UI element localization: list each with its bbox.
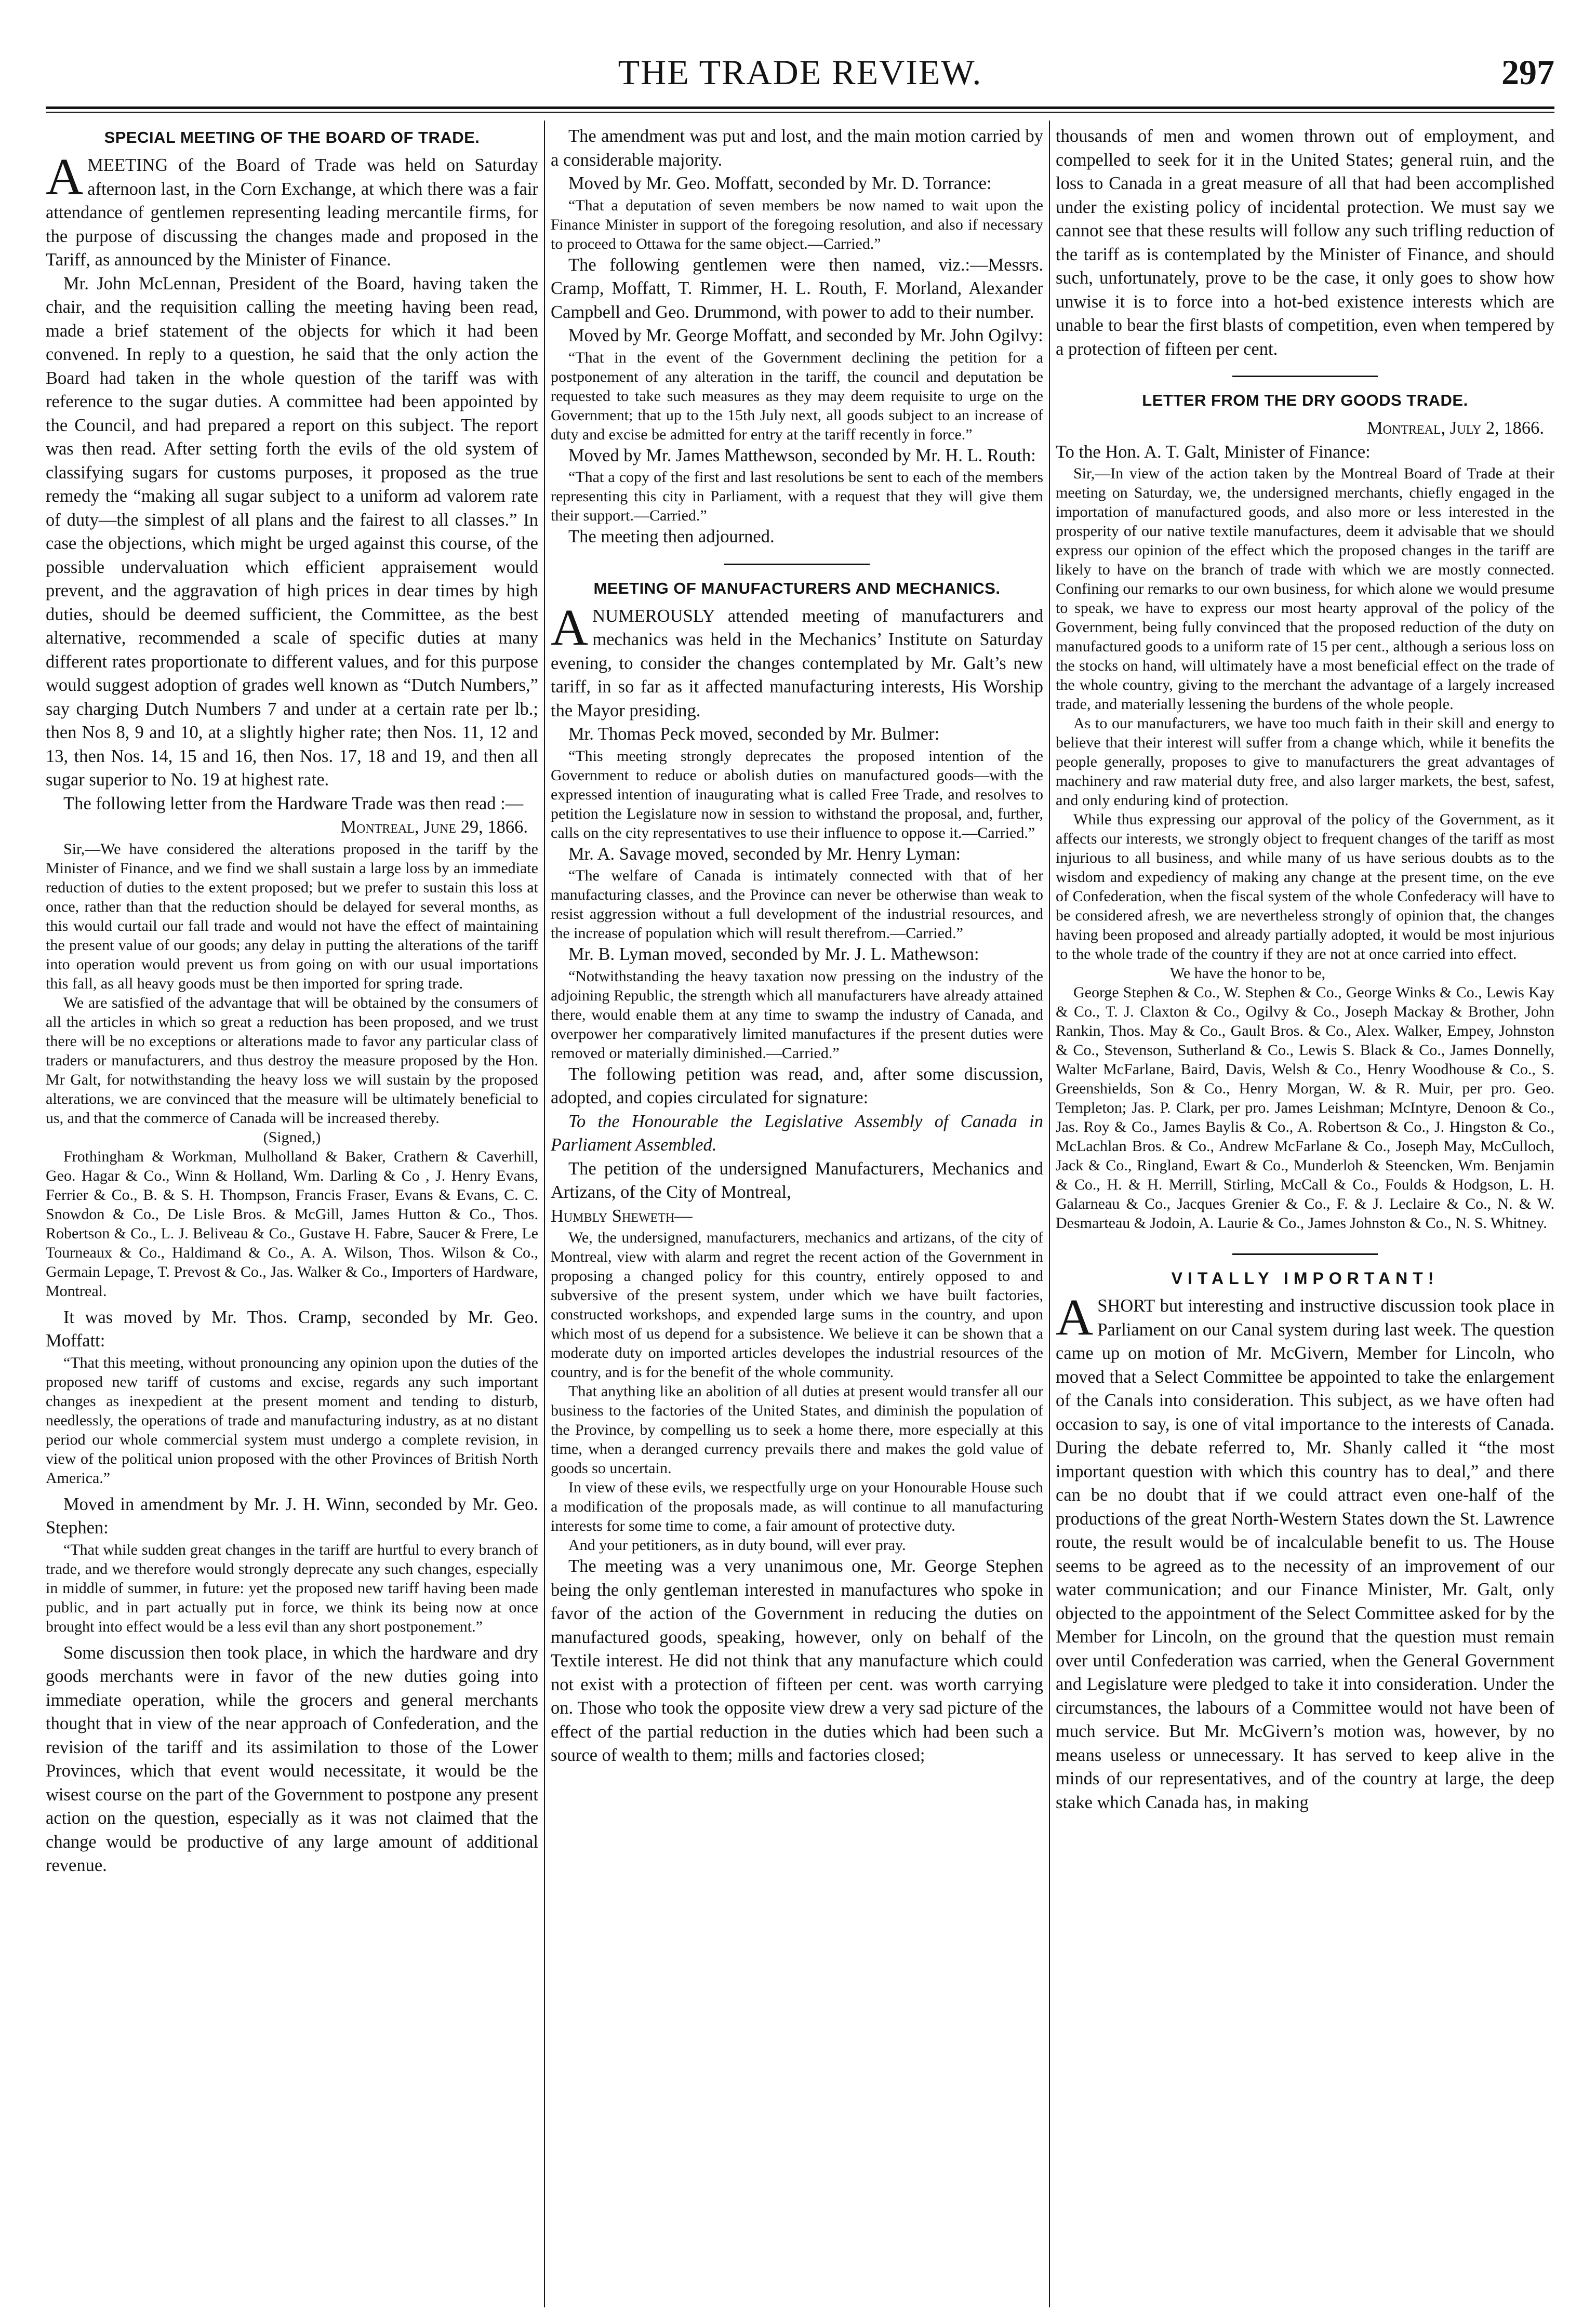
petition-paragraph: We, the undersigned, manufacturers, mechanics and artizans, of the city of Montreal, view with alarm and regret the recent action of the Government in proposing a changed policy for this country, entirely opposed to and subversive of the present system, under which we have built factories, constructed workshops, and expended large sums in the country, and upon which most of us depend for a subsistence. We believe it can be shown that a moderate duty on imported articles developes the industrial resources of the country, and is for the benefit of the whole community. — [551, 1229, 1043, 1381]
petition-paragraph: And your petitioners, as in duty bound, will ever pray. — [568, 1537, 906, 1554]
signed-label: (Signed,) — [263, 1128, 321, 1146]
article-paragraph: The petition of the undersigned Manufacturers, Mechanics and Artizans, of the City of Montreal, — [551, 1158, 1043, 1202]
article-paragraph: The following petition was read, and, after some discussion, adopted, and copies circulated for signature: — [551, 1064, 1043, 1107]
article-paragraph: The meeting was a very unanimous one, Mr. George Stephen being the only gentleman interested in manufactures who spoke in favor of the action of the Government in reducing the duties on manufactured goods, speaking, however, only on behalf of the Textile interest. He did not think that any manufacture which could not exist with a protection of fifteen per cent. was worth carrying on. Those who took the opposite view drew a very sad picture of the effect of the partial reduction in the duties which had been such a source of wealth to them; mills and factories closed; — [551, 1556, 1043, 1765]
column-divider — [1049, 121, 1050, 2307]
signatories-list: Frothingham & Workman, Mulholland & Baker, Crathern & Caverhill, Geo. Hagar & Co., Winn & Holland, Wm. Darling & Co , J. Henry Evans, Ferrier & Co., B. & S. H. Thompson, Francis Fraser, Evans & Evans, C. C. Snowdon & Co., De Lisle Bros. & McGill, James Hutton & Co., Thos. Robertson & Co., L. J. Beliveau & Co., Gustave H. Fabre, Saucer & Frere, Le Tourneaux & Co., Haldimand & Co., A. A. Wilson, Thos. Wilson & Co., Germain Lepage, T. Prevost & Co., Jas. Walker & Co., Importers of Hardware, Montreal. — [46, 1147, 538, 1300]
article-paragraph: The meeting then adjourned. — [568, 527, 775, 546]
letter-paragraph: While thus expressing our approval of the policy of the Government, as it affects our interests, we strongly object to frequent changes of the tariff as most injurious to all business, and while many of us have serious doubts as to the wisdom and expediency of making any change at the present time, on the eve of Confederation, when the fiscal system of the whole Confederacy will have to be considered afresh, we are nevertheless strongly of opinion that, the changes having been proposed and already partially adopted, it would be most injurious to the whole trade of the country if they are not at once carried into effect. — [1056, 811, 1554, 963]
letter-paragraph: We are satisfied of the advantage that will be obtained by the consumers of all the articles in which so great a reduction has been proposed, and we trust there will be no exceptions or alterations made to favor any particular class of traders or manufacturers, and thus destroy the measure proposed by the Hon. Mr Galt, for notwithstanding the heavy loss we will sustain by the proposed alterations, we are convinced that the measure will be ultimately beneficial to us, and that the commerce of Canada will be increased thereby. — [46, 994, 538, 1127]
article-paragraph: Moved in amendment by Mr. J. H. Winn, seconded by Mr. Geo. Stephen: — [46, 1494, 538, 1538]
article-paragraph: Mr. Thomas Peck moved, seconded by Mr. Bulmer: — [568, 724, 940, 744]
article-paragraph: Mr. A. Savage moved, seconded by Mr. Henry Lyman: — [568, 844, 961, 864]
page-number: 297 — [1501, 52, 1554, 92]
resolution-quote: “That a deputation of seven members be now named to wait upon the Finance Minister in support of the foregoing resolution, and also if necessary to proceed to Ottawa for the same object.—Carried.” — [551, 196, 1043, 252]
dateline: Montreal, July 2, 1866. — [1366, 418, 1544, 438]
article-heading-manufacturers: MEETING OF MANUFACTURERS AND MECHANICS. — [593, 579, 1001, 597]
article-paragraph: Moved by Mr. James Matthewson, seconded by Mr. H. L. Routh: — [568, 445, 1036, 465]
article-paragraph: It was moved by Mr. Thos. Cramp, seconded by Mr. Geo. Moffatt: — [46, 1307, 538, 1351]
resolution-quote: “This meeting strongly deprecates the proposed intention of the Government to reduce or abolish duties on manufactured goods—with the expressed intention of inaugurating what is called Free Trade, and resolves to petition the Legislature now in session to withstand the proposal, and, further, calls on the city representatives to use their influence to oppose it.—Carried.” — [551, 747, 1043, 842]
column-2 — [551, 125, 1043, 2306]
petition-address: To the Honourable the Legislative Assembly of Canada in Parliament Assembled. — [551, 1111, 1043, 1155]
drop-cap: A — [551, 598, 589, 656]
letter-closing: We have the honor to be, — [1170, 965, 1326, 982]
article-paragraph: Mr. B. Lyman moved, seconded by Mr. J. L. Mathewson: — [568, 944, 979, 964]
letter-paragraph: Sir,—We have considered the alterations proposed in the tariff by the Minister of Finance, and we find we shall sustain a large loss by an immediate reduction of duties to the extent proposed; but we prefer to sustain this loss at once, rather than that the reduction should be delayed for several months, as this would curtail our fall trade and would not have the effect of maintaining the present value of our goods; any delay in putting the alterations of the tariff into operation would prevent us from going on with our usual importations this fall, as all heavy goods must be then imported for spring trade. — [46, 840, 538, 992]
article-heading-dry-goods: LETTER FROM THE DRY GOODS TRADE. — [1142, 391, 1468, 409]
resolution-quote: “That this meeting, without pronouncing any opinion upon the duties of the proposed new tariff of customs and excise, regards any such important changes as inexpedient at the present moment and tending to disturb, needlessly, the operations of trade and manufacturing industry, as at no distant period our whole commercial system must undergo a complete revision, in view of the political union proposed with the other Provinces of British North America.” — [46, 1354, 538, 1487]
article-paragraph: The amendment was put and lost, and the main motion carried by a considerable majority. — [551, 126, 1043, 170]
resolution-quote: “That while sudden great changes in the tariff are hurtful to every branch of trade, and we therefore would strongly deprecate any such changes, especially in middle of summer, in future: yet the proposed new tariff having been made public, and in part actually put in force, we think its being now at once brought into effect would be a less evil than any short postponement.” — [46, 1541, 538, 1635]
header-rule — [46, 106, 1554, 109]
article-paragraph: ANUMEROUSLY attended meeting of manufacturers and mechanics was held in the Mechanics’ Institute on Saturday evening, to consider the changes contemplated by Mr. Galt’s new tariff, in so far as it affected manufacturing interests, His Worship the Mayor presiding. — [551, 598, 1043, 720]
letter-addressee: To the Hon. A. T. Galt, Minister of Finance: — [1056, 442, 1371, 462]
petition-paragraph: That anything like an abolition of all duties at present would transfer all our business to the factories of the United States, and diminish the population of the Province, by compelling us to seek a home there, more especially at this time, when a deranged currency prevails there and makes the gold value of goods so uncertain. — [551, 1383, 1043, 1477]
header-rule-thin — [46, 112, 1554, 113]
article-heading-board-of-trade: SPECIAL MEETING OF THE BOARD OF TRADE. — [104, 128, 480, 146]
column-1 — [46, 125, 538, 2306]
resolution-quote: “The welfare of Canada is intimately connected with that of her manufacturing classes, and the Province can never be otherwise than weak to resist aggression without a full development of the industrial resources, and the increase of population which will result therefrom.—Carried.” — [551, 867, 1043, 942]
drop-cap: A — [46, 148, 84, 205]
letter-paragraph: As to our manufacturers, we have too much faith in their skill and energy to believe that their interest will suffer from a change which, while it benefits the people generally, proposes to give to manufacturers the great advantages of machinery and raw material duty free, and also larger markets, the best, safest, and only enduring kind of protection. — [1056, 715, 1554, 809]
column-3 — [1056, 125, 1554, 2306]
article-paragraph: AMEETING of the Board of Trade was held on Saturday afternoon last, in the Corn Exchange, at which there was a fair attendance of gentlemen representing leading mercantile firms, for the purpose of discussing the changes made and proposed in the Tariff, as announced by the Minister of Finance. — [46, 148, 538, 270]
signatories-list: George Stephen & Co., W. Stephen & Co., George Winks & Co., Lewis Kay & Co., T. J. Claxton & Co., Ogilvy & Co., Joseph Mackay & Brother, John Rankin, Thos. May & Co., Gault Bros. & Co., Alex. Walker, Empey, Johnston & Co., Stevenson, Sutherland & Co., Lewis S. Black & Co., James Donnelly, Walter McFarlane, Baird, Davis, Welsh & Co., Henry Woodhouse & Co., S. Greenshields, Son & Co., Henry Morgan, W. & R. Muir, per pro. Geo. Templeton; Jas. P. Clark, per pro. James Leishman; McIntyre, Denoon & Co., Jas. Roy & Co., James Baylis & Co., A. Robertson & Co., J. Hingston & Co., McLachlan Bros. & Co., Andrew McFarlane & Co., Joseph May, McCulloch, Jack & Co., Ringland, Ewart & Co., Munderloh & Steencken, Wm. Benjamin & Co., H. & H. Merrill, Stirling, McCall & Co., Foulds & Hodgson, L. H. Galarneau & Co., Jacques Grenier & Co., F. & J. Leclaire & Co., N. & W. Desmarteau & Jodoin, A. Laurie & Co., James Johnston & Co., N. S. Whitney. — [1056, 984, 1554, 1232]
article-paragraph: The following letter from the Hardware Trade was then read :— — [63, 793, 524, 813]
resolution-quote: “That in the event of the Government declining the petition for a postponement of any alteration in the tariff, the council and deputation be requested to take such measures as they may deem requisite to urge on the Government; that up to the 15th July next, all goods subject to an increase of duty and excise be admitted for entry at the tariff recently in force.” — [551, 349, 1043, 443]
article-heading-vitally-important: VITALLY IMPORTANT! — [1171, 1269, 1439, 1288]
article-paragraph: The following gentlemen were then named, viz.:—Messrs. Cramp, Moffatt, T. Rimmer, H. L. Routh, F. Morland, Alexander Campbell and Geo. Drummond, with power to add to their number. — [551, 255, 1043, 322]
article-paragraph: Mr. John McLennan, President of the Board, having taken the chair, and the requisition calling the meeting having been read, made a brief statement of the objects for which it had been convened. In reply to a question, he said that the only action the Board had taken in the whole question of the tariff was with reference to the sugar duties. A committee had been appointed by the Council, and had prepared a report on this subject. The report was then read. After setting forth the evils of the old system of classifying sugars for customs purposes, it proposed as the true remedy the “making all sugar subject to a uniform ad valorem rate of duty—the simplest of all plans and the fairest to all classes.” In case the objections, which might be urged against this course, of the possible undervaluation which efficient appraisement would prevent, and the aggravation of high prices in dear times by high duties, should be deemed sufficient, the Committee, as the best alternative, recommended a scale of specific duties at many different rates proportionate to different values, and for this purpose would suggest adoption of grades well known as “Dutch Numbers,” say charging Dutch Numbers 7 and under at a certain rate per lb.; then Nos 8, 9 and 10, at a slightly higher rate; then Nos. 11, 12 and 13, then Nos. 14, 15 and 16, then Nos. 17, 18 and 19, and then all sugar superior to No. 19 at highest rate. — [46, 273, 538, 790]
petition-paragraph: In view of these evils, we respectfully urge on your Honourable House such a modification of the proposals made, as will continue to all manufacturing interests for some time to come, a fair amount of protective duty. — [551, 1479, 1043, 1534]
article-paragraph: Moved by Mr. George Moffatt, and seconded by Mr. John Ogilvy: — [568, 326, 1043, 345]
column-divider — [544, 121, 545, 2307]
drop-cap: A — [1056, 1288, 1094, 1346]
newspaper-title: THE TRADE REVIEW. — [618, 52, 982, 92]
article-paragraph: ASHORT but interesting and instructive discussion took place in Parliament on our Canal system during last week. The question came up on motion of Mr. McGivern, Member for Lincoln, who moved that a Select Committee be appointed to take the enlargement of the Canals into consideration. This subject, as we have often had occasion to say, is one of vital importance to the interests of Canada. During the debate referred to, Mr. Shanly called it “the most important question with which this country has to deal,” and there can be no doubt that if we could attract even one-half of the productions of the great North-Western States down the St. Lawrence route, the result would be of incalculable benefit to us. The House seems to be agreed as to the necessity of an improvement of our water communication; and our Finance Minister, Mr. Galt, only objected to the appointment of the Select Committee asked for by the Member for Lincoln, on the ground that the question must remain over until Confederation was carried, when the General Government and Legislature were pledged to take it into consideration. Under the circumstances, the labours of a Committee would not have been of much service. But Mr. McGivern’s motion was, however, by no means useless or unnecessary. It has served to keep alive in the minds of our representatives, and of the country at large, the deep stake which Canada has, in making — [1056, 1288, 1554, 1812]
section-separator — [1232, 1253, 1378, 1255]
article-paragraph: Moved by Mr. Geo. Moffatt, seconded by Mr. D. Torrance: — [568, 173, 992, 193]
resolution-quote: “Notwithstanding the heavy taxation now pressing on the industry of the adjoining Republic, the strength which all manufacturers have already attained there, would enable them at any time to swamp the industry of Canada, and overpower her comparatively limited manufactures if the present duties were removed or materially diminished.—Carried.” — [551, 967, 1043, 1062]
resolution-quote: “That a copy of the first and last resolutions be sent to each of the members representing this city in Parliament, with a request that they will give them their support.—Carried.” — [551, 469, 1043, 524]
section-separator — [724, 564, 870, 565]
humbly-sheweth: Humbly Sheweth— — [551, 1206, 693, 1226]
section-separator — [1232, 376, 1378, 377]
masthead — [46, 52, 1554, 109]
article-paragraph: Some discussion then took place, in which the hardware and dry goods merchants were in favor of the new duties going into immediate operation, while the grocers and general merchants thought that in view of the near approach of Confederation, and the revision of the tariff and its assimilation to those of the Lower Provinces, which that event would necessitate, it would be the wisest course on the part of the Government to postpone any present action on the question, especially as it was not claimed that the change would be productive of any large amount of additional revenue. — [46, 1642, 538, 1875]
letter-paragraph: Sir,—In view of the action taken by the Montreal Board of Trade at their meeting on Saturday, we, the undersigned merchants, chiefly engaged in the importation of manufactured goods, and also more or less interested in the prosperity of our native textile manufactures, deem it advisable that we should express our opinion of the effect which the proposed changes in the tariff are likely to have on the branch of trade with which we are mostly connected. Confining our remarks to our own business, for which alone we would presume to speak, we have to express our most hearty approval of the policy of the Government, being fully convinced that the proposed reduction of the duty on manufactured goods to a uniform rate of 15 per cent., although a serious loss on the stocks on hand, will ultimately have a most beneficial effect on the trade of the whole country, giving to the merchant the advantage of a largely increased trade, and materially lessening the burdens of the whole people. — [1056, 465, 1554, 713]
dateline: Montreal, June 29, 1866. — [340, 817, 528, 837]
article-paragraph: thousands of men and women thrown out of employment, and compelled to seek for it in the United States; general ruin, and the loss to Canada in a great measure of all that had been accomplished under the existing policy of incidental protection. We must say we cannot see that these results will follow any such trifling reduction of the tariff as is contemplated by the Minister of Finance, and should such, unfortunately, prove to be the case, it only goes to show how unwise it is to force into a hot-bed existence interests which are unable to bear the first blasts of competition, even when tempered by a protection of fifteen per cent. — [1056, 126, 1554, 359]
